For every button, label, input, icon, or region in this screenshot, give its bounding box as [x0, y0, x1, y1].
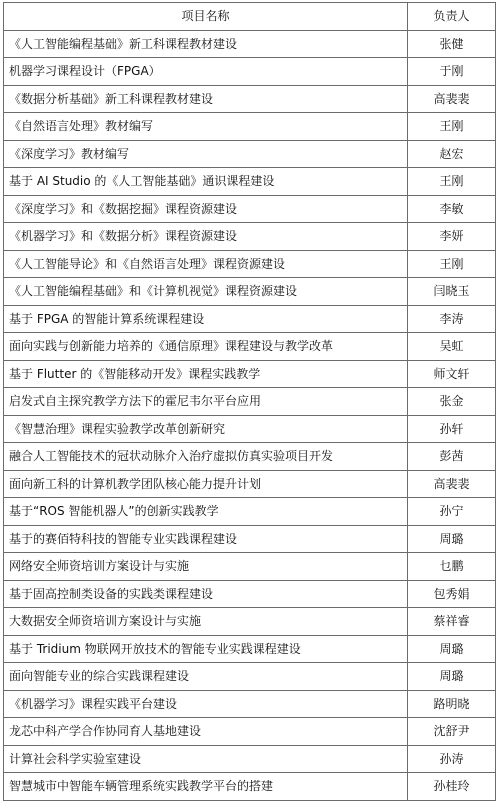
owner-cell: 李涛: [408, 305, 496, 333]
owner-cell: 蔡祥睿: [408, 608, 496, 636]
table-row: [4, 278, 496, 306]
table-row: [4, 168, 496, 196]
project-name-cell: 基于 Tridium 物联网开放技术的智能专业实践课程建设: [4, 635, 408, 663]
table-row: [4, 718, 496, 746]
project-name-cell: 面向实践与创新能力培养的《通信原理》课程建设与教学改革: [4, 333, 408, 361]
project-table: [3, 2, 496, 801]
project-name-cell: 《智慧治理》课程实验教学改革创新研究: [4, 415, 408, 443]
owner-cell: 彭茜: [408, 443, 496, 471]
table-row: [4, 113, 496, 141]
owner-header: 负责人: [408, 3, 496, 31]
owner-cell: 路明晓: [408, 690, 496, 718]
owner-cell: 闫晓玉: [408, 278, 496, 306]
table-row: [4, 608, 496, 636]
project-name-header: 项目名称: [4, 3, 408, 31]
table-row: [4, 745, 496, 773]
table-row: [4, 140, 496, 168]
project-name-cell: 面向智能专业的综合实践课程建设: [4, 663, 408, 691]
project-name-cell: 龙芯中科产学合作协同育人基地建设: [4, 718, 408, 746]
table-row: [4, 773, 496, 801]
owner-cell: 王刚: [408, 113, 496, 141]
table-row: [4, 305, 496, 333]
owner-cell: 赵宏: [408, 140, 496, 168]
owner-cell: 周璐: [408, 635, 496, 663]
table-row: [4, 443, 496, 471]
project-name-cell: 《机器学习》课程实践平台建设: [4, 690, 408, 718]
table-row: [4, 223, 496, 251]
owner-cell: 师文轩: [408, 360, 496, 388]
project-name-cell: 大数据安全师资培训方案设计与实施: [4, 608, 408, 636]
project-name-cell: 智慧城市中智能车辆管理系统实践教学平台的搭建: [4, 773, 408, 801]
table-body: [4, 30, 496, 800]
owner-cell: 孙轩: [408, 415, 496, 443]
owner-cell: 高裴裴: [408, 470, 496, 498]
owner-cell: 孙桂玲: [408, 773, 496, 801]
project-name-cell: 《深度学习》教材编写: [4, 140, 408, 168]
project-name-cell: 基于 Flutter 的《智能移动开发》课程实践教学: [4, 360, 408, 388]
project-name-cell: 《数据分析基础》新工科课程教材建设: [4, 85, 408, 113]
table-row: [4, 498, 496, 526]
owner-cell: 王刚: [408, 250, 496, 278]
owner-cell: 吴虹: [408, 333, 496, 361]
project-name-cell: 机器学习课程设计（FPGA）: [4, 58, 408, 86]
project-name-cell: 《人工智能编程基础》和《计算机视觉》课程资源建设: [4, 278, 408, 306]
owner-cell: 高裴裴: [408, 85, 496, 113]
project-name-cell: 融合人工智能技术的冠状动脉介入治疗虚拟仿真实验项目开发: [4, 443, 408, 471]
table-row: [4, 663, 496, 691]
project-name-cell: 基于 FPGA 的智能计算系统课程建设: [4, 305, 408, 333]
owner-cell: 沈舒尹: [408, 718, 496, 746]
owner-cell: 乜鹏: [408, 553, 496, 581]
project-name-cell: 《深度学习》和《数据挖掘》课程资源建设: [4, 195, 408, 223]
project-name-cell: 面向新工科的计算机教学团队核心能力提升计划: [4, 470, 408, 498]
table-row: [4, 415, 496, 443]
project-name-cell: 计算社会科学实验室建设: [4, 745, 408, 773]
owner-cell: 李妍: [408, 223, 496, 251]
table-row: [4, 553, 496, 581]
table-row: [4, 360, 496, 388]
table-row: [4, 580, 496, 608]
header-row: [4, 3, 496, 31]
owner-cell: 张健: [408, 30, 496, 58]
owner-cell: 张金: [408, 388, 496, 416]
owner-cell: 于刚: [408, 58, 496, 86]
table-row: [4, 635, 496, 663]
table-row: [4, 30, 496, 58]
project-name-cell: 启发式自主探究教学方法下的霍尼韦尔平台应用: [4, 388, 408, 416]
table-row: [4, 470, 496, 498]
table-row: [4, 333, 496, 361]
project-name-cell: 基于的赛佰特科技的智能专业实践课程建设: [4, 525, 408, 553]
table-row: [4, 388, 496, 416]
project-name-cell: 基于 AI Studio 的《人工智能基础》通识课程建设: [4, 168, 408, 196]
table-row: [4, 195, 496, 223]
owner-cell: 李敏: [408, 195, 496, 223]
owner-cell: 周璐: [408, 525, 496, 553]
project-name-cell: 《人工智能编程基础》新工科课程教材建设: [4, 30, 408, 58]
table-header: [4, 3, 496, 31]
table-row: [4, 85, 496, 113]
owner-cell: 孙宁: [408, 498, 496, 526]
owner-cell: 王刚: [408, 168, 496, 196]
table-row: [4, 525, 496, 553]
owner-cell: 孙涛: [408, 745, 496, 773]
project-name-cell: 基于固高控制类设备的实践类课程建设: [4, 580, 408, 608]
project-name-cell: 基于“ROS 智能机器人”的创新实践教学: [4, 498, 408, 526]
project-name-cell: 网络安全师资培训方案设计与实施: [4, 553, 408, 581]
owner-cell: 包秀娟: [408, 580, 496, 608]
table-row: [4, 690, 496, 718]
project-name-cell: 《人工智能导论》和《自然语言处理》课程资源建设: [4, 250, 408, 278]
table-row: [4, 250, 496, 278]
owner-cell: 周璐: [408, 663, 496, 691]
project-name-cell: 《自然语言处理》教材编写: [4, 113, 408, 141]
table-row: [4, 58, 496, 86]
project-name-cell: 《机器学习》和《数据分析》课程资源建设: [4, 223, 408, 251]
